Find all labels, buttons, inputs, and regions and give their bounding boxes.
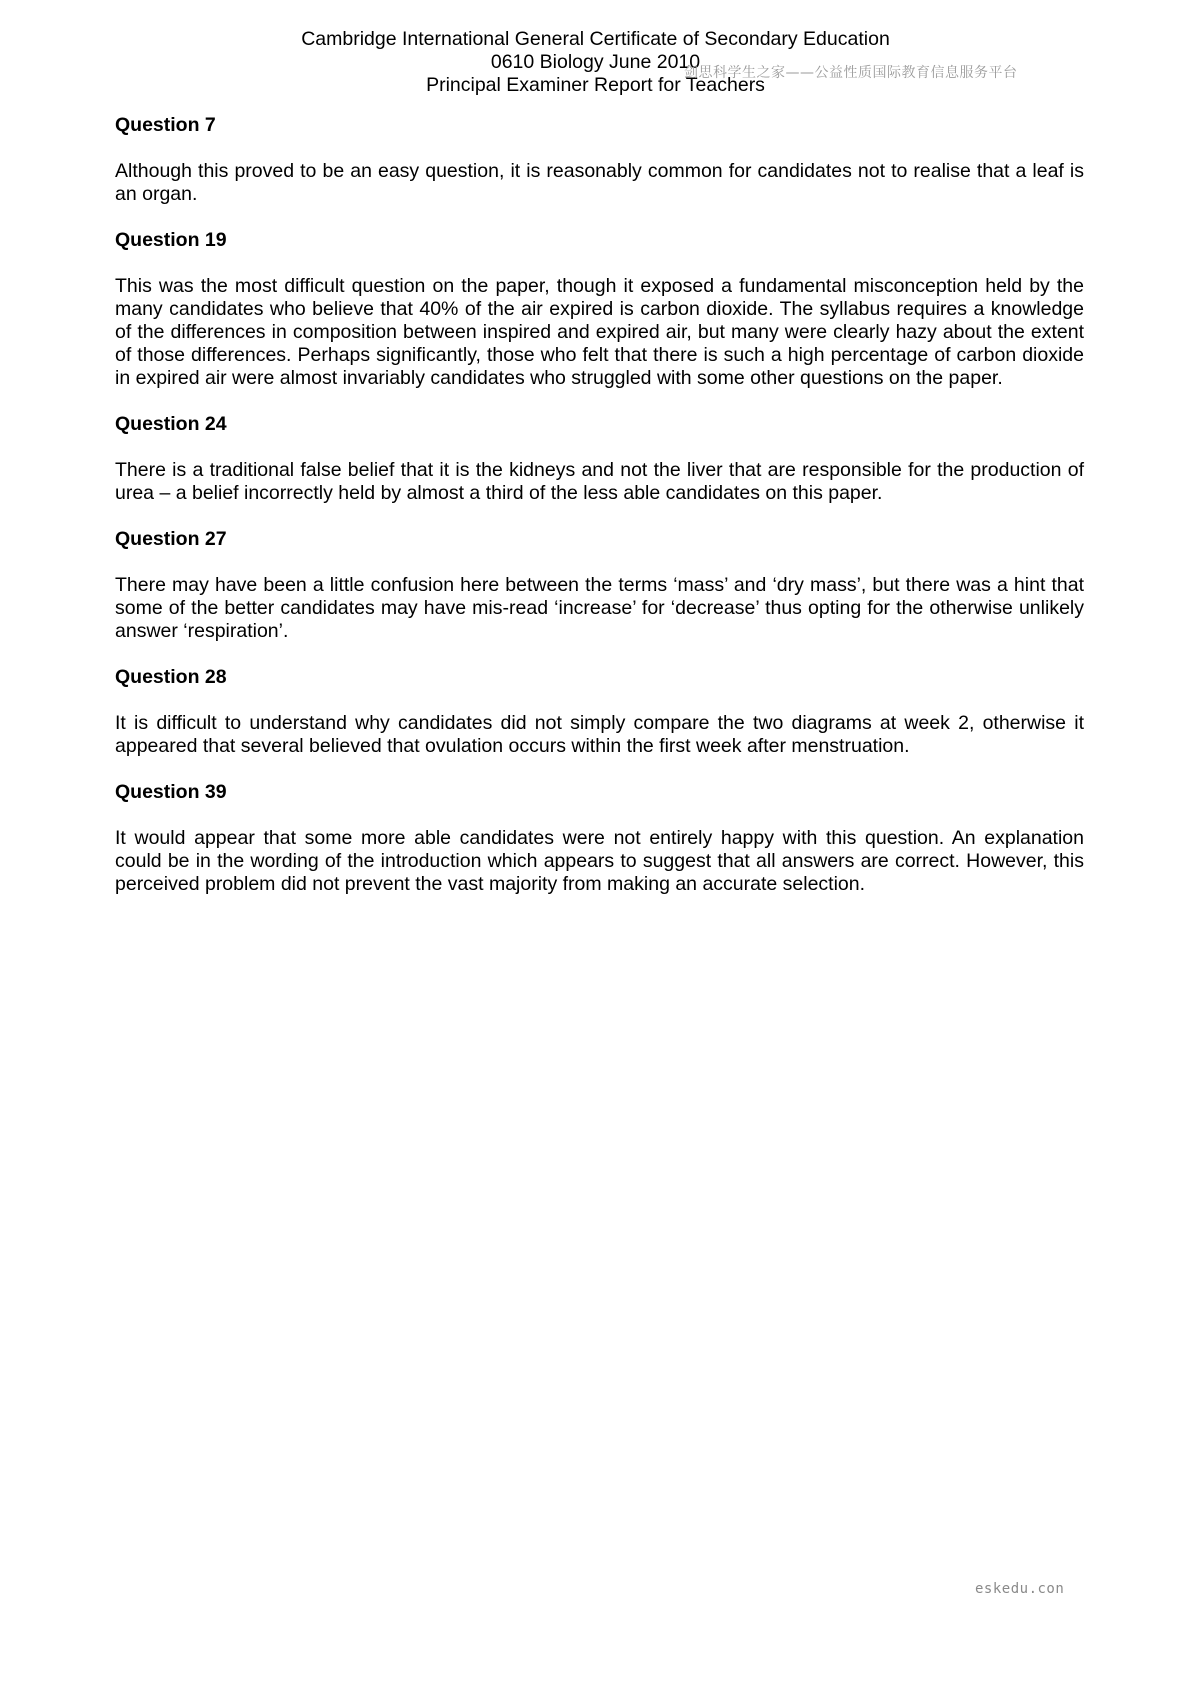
header-exam-title: Cambridge International General Certificate of Secondary Education	[301, 28, 890, 50]
question-section	[115, 781, 1084, 896]
question-heading: Question 24	[115, 413, 227, 435]
question-section	[115, 114, 1084, 206]
question-body: Although this proved to be an easy question, it is reasonably common for candidates not to realise that a leaf is an organ.	[115, 160, 1084, 205]
report-content	[115, 114, 1084, 919]
question-body: There is a traditional false belief that it is the kidneys and not the liver that are responsible for the production of urea – a belief incorrectly held by almost a third of the less able candidates on this paper.	[115, 459, 1084, 504]
question-heading: Question 7	[115, 114, 216, 136]
question-section	[115, 528, 1084, 643]
watermark-bottom: eskedu.con	[975, 1581, 1065, 1597]
question-heading: Question 39	[115, 781, 227, 803]
question-heading: Question 28	[115, 666, 227, 688]
question-heading: Question 27	[115, 528, 227, 550]
header-syllabus: 0610 Biology June 2010	[490, 51, 701, 73]
header-report-title: Principal Examiner Report for Teachers	[426, 74, 765, 96]
watermark-top: 剑思科学生之家——公益性质国际教育信息服务平台	[684, 65, 1018, 81]
question-section	[115, 666, 1084, 758]
question-body: This was the most difficult question on the paper, though it exposed a fundamental misconception held by the many candidates who believe that 40% of the air expired is carbon dioxide. The syllabus requires a knowledge of the differences in composition between inspired and expired air, but many were clearly hazy about the extent of those differences. Perhaps significantly, those who felt that there is such a high percentage of carbon dioxide in expired air were almost invariably candidates who struggled with some other questions on the paper.	[115, 275, 1084, 389]
question-body: There may have been a little confusion here between the terms ‘mass’ and ‘dry mass’, but there was a hint that some of the better candidates may have mis-read ‘increase’ for ‘decrease’ thus opting for the otherwise unlikely answer ‘respiration’.	[115, 574, 1084, 642]
question-body: It would appear that some more able candidates were not entirely happy with this question. An explanation could be in the wording of the introduction which appears to suggest that all answers are correct. However, this perceived problem did not prevent the vast majority from making an accurate selection.	[115, 827, 1084, 895]
question-heading: Question 19	[115, 229, 227, 251]
question-section	[115, 413, 1084, 505]
question-body: It is difficult to understand why candidates did not simply compare the two diagrams at week 2, otherwise it appeared that several believed that ovulation occurs within the first week after menstruation.	[115, 712, 1084, 757]
question-section	[115, 229, 1084, 390]
